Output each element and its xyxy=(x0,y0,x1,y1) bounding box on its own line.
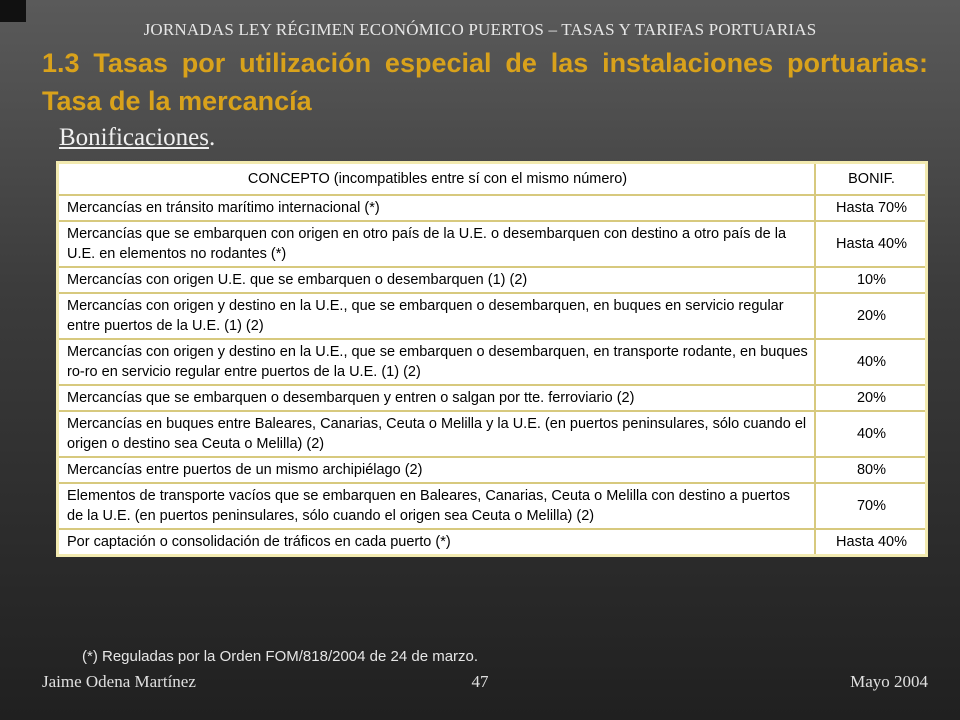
table-row xyxy=(58,339,927,385)
corner-decoration xyxy=(0,0,26,22)
concept-cell: Mercancías con origen y destino en la U.E., que se embarquen o desembarquen, en transporte rodante, en buques ro-ro en servicio regular entre puertos de la U.E. (1) (2) xyxy=(58,339,816,385)
bonif-cell: Hasta 40% xyxy=(815,221,927,267)
concept-cell: Mercancías que se embarquen o desembarquen y entren o salgan por tte. ferroviario (2) xyxy=(58,385,816,411)
concept-cell: Mercancías que se embarquen con origen en otro país de la U.E. o desembarquen con destino a otro país de la U.E. en elementos no rodantes (*) xyxy=(58,221,816,267)
table-row xyxy=(58,529,927,556)
slide-title: 1.3 Tasas por utilización especial de las instalaciones portuarias: Tasa de la mercancía xyxy=(42,48,928,116)
footer-page-number: 47 xyxy=(471,672,489,691)
table-row xyxy=(58,221,927,267)
concept-cell: Mercancías en tránsito marítimo internacional (*) xyxy=(58,195,816,221)
bonif-cell: 20% xyxy=(815,385,927,411)
bonif-cell: 40% xyxy=(815,339,927,385)
table-row xyxy=(58,457,927,483)
table-row xyxy=(58,411,927,457)
section-heading-text: Bonificaciones xyxy=(59,124,209,151)
column-header-concept: CONCEPTO (incompatibles entre sí con el mismo número) xyxy=(58,163,816,196)
table-row xyxy=(58,293,927,339)
footer-date: Mayo 2004 xyxy=(850,672,928,691)
table-row xyxy=(58,483,927,529)
table-row xyxy=(58,385,927,411)
table-header-row xyxy=(58,163,927,196)
bonif-cell: 40% xyxy=(815,411,927,457)
section-heading-period: . xyxy=(208,124,216,151)
concept-cell: Por captación o consolidación de tráficos en cada puerto (*) xyxy=(58,529,816,556)
bonificaciones-table xyxy=(56,161,928,557)
bonif-cell: Hasta 70% xyxy=(815,195,927,221)
table-row xyxy=(58,195,927,221)
concept-cell: Mercancías entre puertos de un mismo archipiélago (2) xyxy=(58,457,816,483)
concept-cell: Mercancías con origen U.E. que se embarquen o desembarquen (1) (2) xyxy=(58,267,816,293)
concept-cell: Mercancías con origen y destino en la U.E., que se embarquen o desembarquen, en buques en servicio regular entre puertos de la U.E. (1) (2) xyxy=(58,293,816,339)
section-heading xyxy=(59,124,215,152)
table-row xyxy=(58,267,927,293)
bonif-cell: 10% xyxy=(815,267,927,293)
bonif-cell: Hasta 40% xyxy=(815,529,927,556)
column-header-bonif: BONIF. xyxy=(815,163,927,196)
bonif-cell: 80% xyxy=(815,457,927,483)
footnote: (*) Reguladas por la Orden FOM/818/2004 de 24 de marzo. xyxy=(82,648,479,665)
presentation-header: JORNADAS LEY RÉGIMEN ECONÓMICO PUERTOS – TASAS Y TARIFAS PORTUARIAS xyxy=(143,20,817,39)
footer-author: Jaime Odena Martínez xyxy=(42,672,196,691)
bonif-cell: 20% xyxy=(815,293,927,339)
concept-cell: Elementos de transporte vacíos que se embarquen en Baleares, Canarias, Ceuta o Melilla con destino a puertos de la U.E. (en puertos peninsulares, sólo cuando el origen sea Ceuta o Melilla) (2) xyxy=(58,483,816,529)
concept-cell: Mercancías en buques entre Baleares, Canarias, Ceuta o Melilla y la U.E. (en puertos peninsulares, sólo cuando el origen o destino sea Ceuta o Melilla) (2) xyxy=(58,411,816,457)
bonif-cell: 70% xyxy=(815,483,927,529)
